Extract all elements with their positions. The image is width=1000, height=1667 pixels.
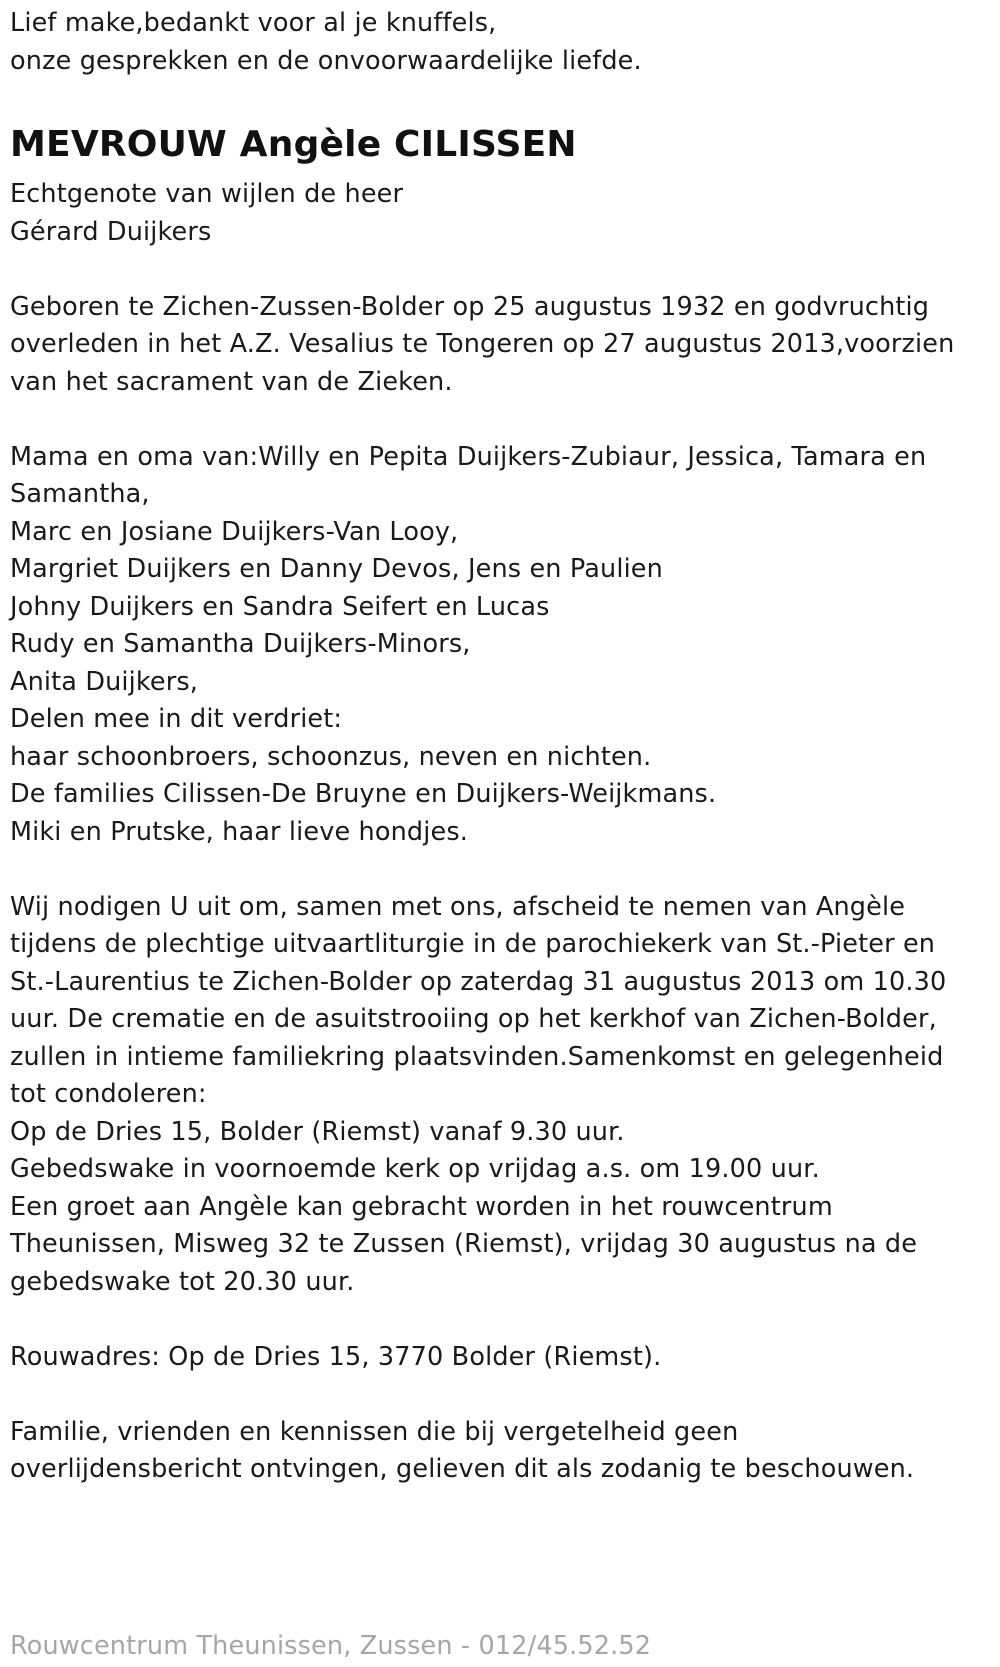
invitation-line: Op de Dries 15, Bolder (Riemst) vanaf 9.30 uur. [10,1116,625,1147]
family-line: De families Cilissen-De Bruyne en Duijkers-Weijkmans. [10,779,717,809]
family-line: Marc en Josiane Duijkers-Van Looy, [10,516,459,547]
family-line: Mama en oma van:Willy en Pepita Duijkers-Zubiaur, Jessica, Tamara en [10,441,927,472]
invitation-line: Een groet aan Angèle kan gebracht worden in het rouwcentrum [10,1191,833,1222]
family-line: Miki en Prutske, haar lieve hondjes. [10,816,469,847]
family-line: Margriet Duijkers en Danny Devos, Jens en Paulien [10,554,663,584]
invitation-line: Theunissen, Misweg 32 te Zussen (Riemst), vrijdag 30 augustus na de [10,1229,918,1259]
funeral-home-footer: Rouwcentrum Theunissen, Zussen - 012/45.52.52 [10,1631,652,1661]
invitation-line: tijdens de plechtige uitvaartliturgie in de parochiekerk van St.-Pieter en [10,929,936,959]
invitation-line: uur. De crematie en de asuitstrooiing op het kerkhof van Zichen-Bolder, [10,1004,937,1034]
invitation-section [10,889,990,1302]
invitation-line: zullen in intieme familiekring plaatsvinden.Samenkomst en gelegenheid [10,1041,944,1072]
notice-line: overlijdensbericht ontvingen, gelieven dit als zodanig te beschouwen. [10,1454,915,1484]
intro-dedication [10,0,990,80]
family-line: Johny Duijkers en Sandra Seifert en Lucas [10,591,550,622]
mourning-address: Rouwadres: Op de Dries 15, 3770 Bolder (Riemst). [10,1341,662,1372]
family-line: Rudy en Samantha Duijkers-Minors, [10,629,471,659]
family-line: Delen mee in dit verdriet: [10,704,343,734]
spacer [10,1301,990,1339]
intro-line: onze gesprekken en de onvoorwaardelijke liefde. [10,45,642,76]
family-section [10,439,990,852]
obituary-notice [10,0,990,1489]
notice-line: Familie, vrienden en kennissen die bij vergetelheid geen [10,1416,739,1447]
spacer [10,251,990,289]
invitation-line: gebedswake tot 20.30 uur. [10,1266,355,1297]
family-line: Samantha, [10,479,150,509]
birth-death-line: Geboren te Zichen-Zussen-Bolder op 25 augustus 1932 en godvruchtig [10,291,930,322]
invitation-line: tot condoleren: [10,1079,207,1109]
spouse-line: Echtgenote van wijlen de heer [10,179,404,209]
birth-death-line: overleden in het A.Z. Vesalius te Tongeren op 27 augustus 2013,voorzien [10,329,955,359]
invitation-line: Gebedswake in voornoemde kerk op vrijdag a.s. om 19.00 uur. [10,1154,820,1184]
spacer [10,1376,990,1414]
spacer [10,851,990,889]
deceased-name-title: MEVROUW Angèle CILISSEN [10,124,577,165]
family-line: Anita Duijkers, [10,666,199,697]
intro-line: Lief make,bedankt voor al je knuffels, [10,8,497,38]
mourning-address-section [10,1339,990,1377]
family-line: haar schoonbroers, schoonzus, neven en nichten. [10,741,652,772]
invitation-line: St.-Laurentius te Zichen-Bolder op zaterdag 31 augustus 2013 om 10.30 [10,966,947,997]
notice-section [10,1414,990,1489]
spacer [10,401,990,439]
invitation-line: Wij nodigen U uit om, samen met ons, afscheid te nemen van Angèle [10,891,906,922]
birth-death-line: van het sacrament van de Zieken. [10,366,453,397]
spouse-line: Gérard Duijkers [10,216,212,247]
spouse-section [10,176,990,251]
birth-death-section [10,289,990,402]
